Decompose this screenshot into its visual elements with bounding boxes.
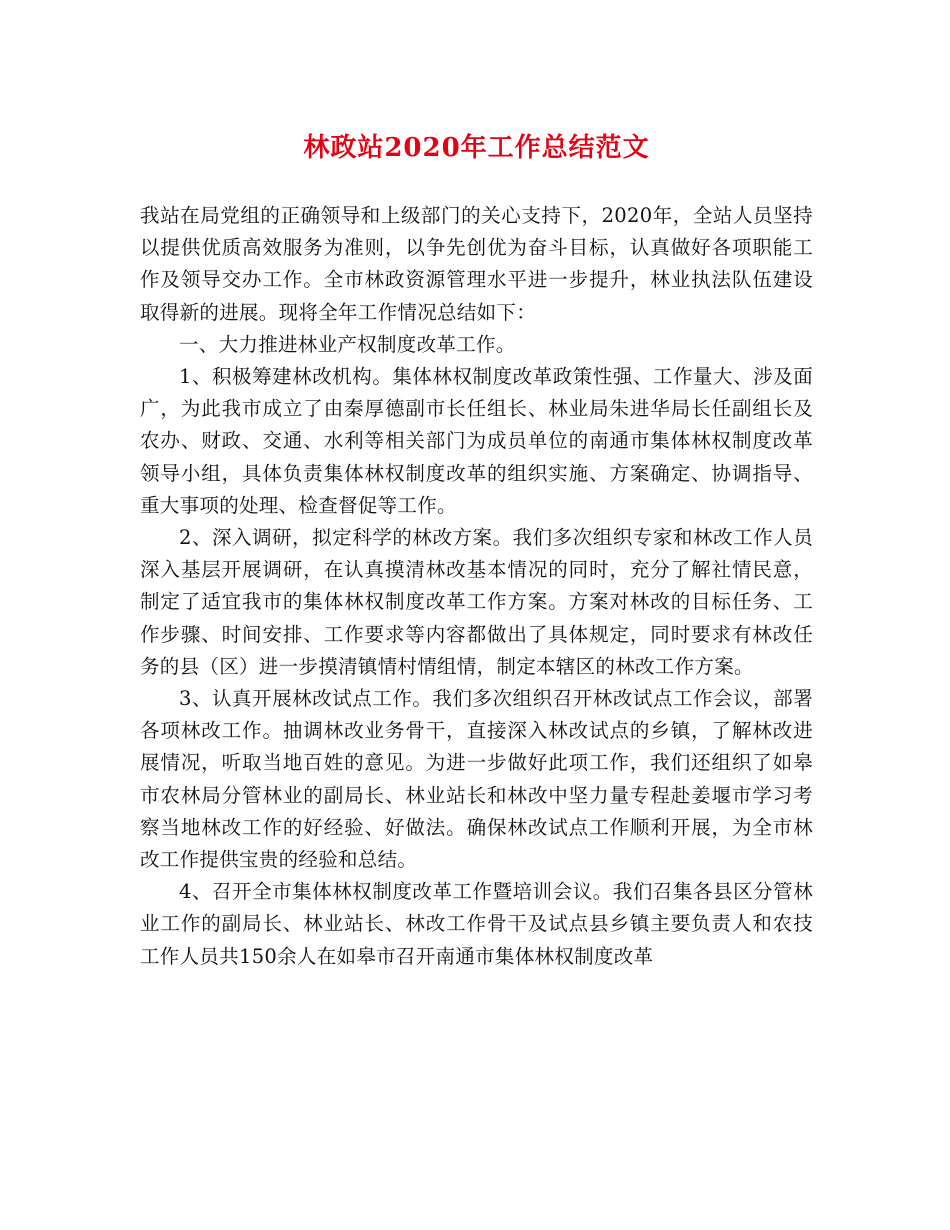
paragraph-item-4: 4、召开全市集体林权制度改革工作暨培训会议。我们召集各县区分管林业工作的副局长、林业站长、林改工作骨干及试点县乡镇主要负责人和农技工作人员共150余人在如皋市召开南通市集体林权制度改革 [140,880,813,968]
paragraph-item-3: 3、认真开展林改试点工作。我们多次组织召开林改试点工作会议，部署各项林改工作。抽调林改业务骨干，直接深入林改试点的乡镇，了解林改进展情况，听取当地百姓的意见。为进一步做好此项工作，我们还组织了如皋市农林局分管林业的副局长、林业站长和林改中坚力量专程赴姜堰市学习考察当地林改工作的好经验、好做法。确保林改试点工作顺利开展，为全市林改工作提供宝贵的经验和总结。 [140,687,813,872]
paragraph-item-1: 1、积极筹建林改机构。集体林权制度改革政策性强、工作量大、涉及面广，为此我市成立了由秦厚德副市长任组长、林业局朱进华局长任副组长及农办、财政、交通、水利等相关部门为成员单位的南通市集体林权制度改革领导小组，具体负责集体林权制度改革的组织实施、方案确定、协调指导、重大事项的处理、检查督促等工作。 [140,365,813,517]
document-title: 林政站2020年工作总结范文 [303,133,650,163]
paragraph-intro: 我站在局党组的正确领导和上级部门的关心支持下，2020年，全站人员坚持以提供优质高效服务为准则，以争先创优为奋斗目标，认真做好各项职能工作及领导交办工作。全市林政资源管理水平进一步提升，林业执法队伍建设取得新的进展。现将全年工作情况总结如下： [140,204,813,324]
document-body [140,200,813,973]
section-heading: 一、大力推进林业产权制度改革工作。 [179,332,516,356]
paragraph-item-2: 2、深入调研，拟定科学的林改方案。我们多次组织专家和林改工作人员深入基层开展调研，在认真摸清林改基本情况的同时，充分了解社情民意，制定了适宜我市的集体林权制度改革工作方案。方案对林改的目标任务、工作步骤、时间安排、工作要求等内容都做出了具体规定，同时要求有林改任务的县（区）进一步摸清镇情村情组情，制定本辖区的林改工作方案。 [140,526,813,678]
